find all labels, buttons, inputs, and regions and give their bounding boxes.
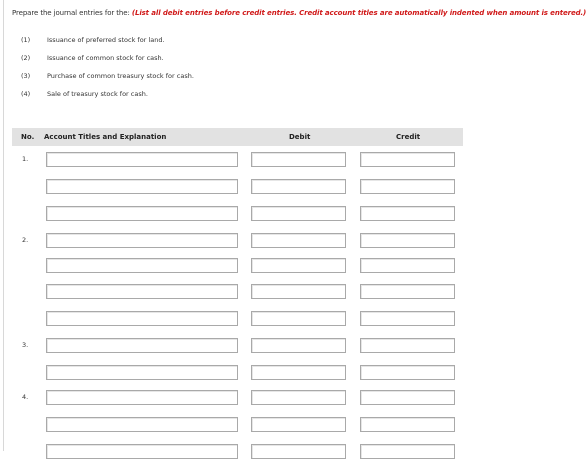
credit-input[interactable]: [360, 444, 455, 459]
item-text: Issuance of preferred stock for land.: [47, 36, 165, 44]
debit-input[interactable]: [251, 338, 346, 353]
table-row: [0, 179, 501, 194]
left-border: [3, 0, 4, 451]
entry-number: 1.: [22, 155, 29, 163]
table-row: [0, 417, 501, 432]
debit-input[interactable]: [251, 311, 346, 326]
instructions-lead: Prepare the journal entries for the:: [12, 9, 132, 17]
account-title-input[interactable]: [46, 365, 238, 380]
account-title-input[interactable]: [46, 390, 238, 405]
debit-input[interactable]: [251, 206, 346, 221]
item-number: (4): [21, 90, 31, 98]
item-text: Issuance of common stock for cash.: [47, 54, 164, 62]
account-title-input[interactable]: [46, 152, 238, 167]
credit-input[interactable]: [360, 179, 455, 194]
debit-input[interactable]: [251, 390, 346, 405]
credit-input[interactable]: [360, 206, 455, 221]
table-row: [0, 365, 501, 380]
debit-input[interactable]: [251, 444, 346, 459]
credit-input[interactable]: [360, 311, 455, 326]
item-number: (3): [21, 72, 31, 80]
account-title-input[interactable]: [46, 206, 238, 221]
instructions: [12, 9, 586, 17]
table-row: [0, 444, 501, 459]
account-title-input[interactable]: [46, 233, 238, 248]
debit-input[interactable]: [251, 417, 346, 432]
entry-number: 4.: [22, 393, 29, 401]
table-row: [0, 284, 501, 299]
entry-number: 3.: [22, 341, 29, 349]
table-row: [0, 233, 501, 248]
debit-input[interactable]: [251, 284, 346, 299]
credit-input[interactable]: [360, 284, 455, 299]
debit-input[interactable]: [251, 152, 346, 167]
journal-table-header: [12, 128, 463, 146]
table-row: [0, 338, 501, 353]
instructions-note: (List all debit entries before credit entries. Credit account titles are automatically indented when amount is entered.): [131, 9, 586, 17]
credit-input[interactable]: [360, 233, 455, 248]
credit-input[interactable]: [360, 365, 455, 380]
account-title-input[interactable]: [46, 417, 238, 432]
debit-input[interactable]: [251, 365, 346, 380]
header-no: No.: [21, 133, 35, 141]
item-number: (1): [21, 36, 31, 44]
credit-input[interactable]: [360, 390, 455, 405]
table-row: [0, 390, 501, 405]
credit-input[interactable]: [360, 338, 455, 353]
table-row: [0, 206, 501, 221]
item-number: (2): [21, 54, 31, 62]
debit-input[interactable]: [251, 233, 346, 248]
account-title-input[interactable]: [46, 179, 238, 194]
header-account-titles: Account Titles and Explanation: [44, 133, 167, 141]
table-row: [0, 152, 501, 167]
header-credit: Credit: [396, 133, 421, 141]
header-debit: Debit: [289, 133, 311, 141]
account-title-input[interactable]: [46, 444, 238, 459]
credit-input[interactable]: [360, 417, 455, 432]
account-title-input[interactable]: [46, 338, 238, 353]
credit-input[interactable]: [360, 152, 455, 167]
account-title-input[interactable]: [46, 311, 238, 326]
account-title-input[interactable]: [46, 258, 238, 273]
item-text: Sale of treasury stock for cash.: [47, 90, 148, 98]
debit-input[interactable]: [251, 258, 346, 273]
table-row: [0, 311, 501, 326]
item-text: Purchase of common treasury stock for cash.: [47, 72, 194, 80]
entry-number: 2.: [22, 236, 29, 244]
debit-input[interactable]: [251, 179, 346, 194]
account-title-input[interactable]: [46, 284, 238, 299]
credit-input[interactable]: [360, 258, 455, 273]
table-row: [0, 258, 501, 273]
